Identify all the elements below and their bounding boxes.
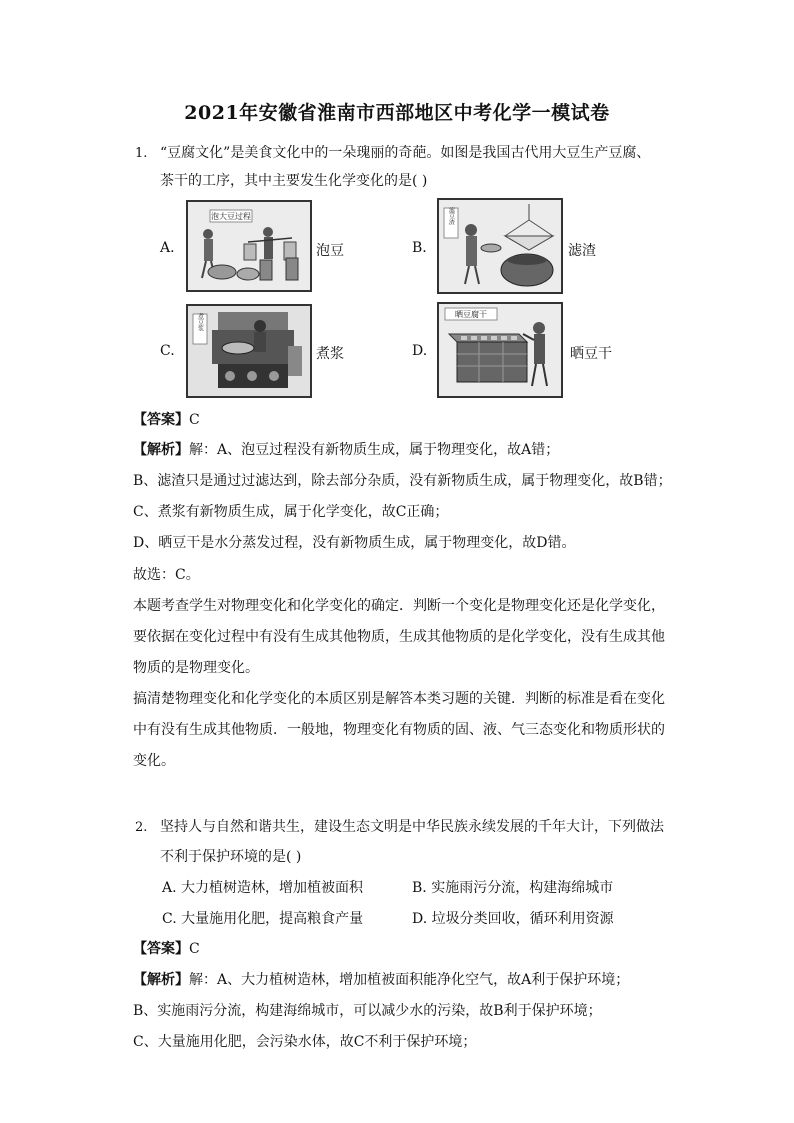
- option-b-caption: 滤渣: [568, 243, 596, 259]
- analysis-text: 解：A、泡豆过程没有新物质生成，属于物理变化，故A错；: [189, 442, 560, 458]
- option-d-label: D.: [412, 343, 428, 359]
- question-1-number: 1.: [135, 146, 148, 161]
- answer-value: C: [189, 941, 200, 957]
- question-1-analysis-line: 物质的是物理变化。: [133, 660, 259, 676]
- question-1-analysis-line: 要依据在变化过程中有没有生成其他物质，生成其他物质的是化学变化，没有生成其他: [133, 629, 665, 645]
- option-d-caption: 晒豆干: [570, 346, 612, 362]
- drying-tofu-illustration: [439, 304, 561, 396]
- option-b-image: [437, 198, 563, 294]
- option-c-caption: 煮浆: [316, 346, 344, 362]
- question-1-analysis-line: D、晒豆干是水分蒸发过程，没有新物质生成，属于物理变化，故D错。: [133, 535, 576, 551]
- question-1-analysis-line: B、滤渣只是通过过滤达到，除去部分杂质，没有新物质生成，属于物理变化，故B错；: [133, 473, 672, 489]
- question-1-analysis-line: 故选：C。: [133, 567, 200, 583]
- soaking-beans-illustration: [188, 202, 310, 290]
- question-2-analysis-line: B、实施雨污分流，构建海绵城市，可以减少水的污染，故B利于保护环境；: [133, 1003, 602, 1019]
- question-2-option-c: C. 大量施用化肥，提高粮食产量: [162, 911, 364, 927]
- option-a-image-label: 泡大豆过程: [211, 212, 251, 221]
- option-c-label: C.: [160, 343, 175, 359]
- option-a-caption: 泡豆: [316, 243, 344, 259]
- question-1-stem-line2: 茶干的工序，其中主要发生化学变化的是( ): [160, 173, 428, 189]
- answer-value: C: [189, 412, 200, 428]
- option-a-label: A.: [160, 240, 175, 256]
- analysis-text: 解：A、大力植树造林，增加植被面积能净化空气，故A利于保护环境；: [189, 972, 630, 988]
- question-1-analysis-line: 变化。: [133, 753, 175, 769]
- question-2-option-a: A. 大力植树造林，增加植被面积: [162, 880, 364, 896]
- question-2-stem-line2: 不利于保护环境的是( ): [160, 849, 302, 865]
- option-b-image-label: 滤豆渣: [447, 207, 455, 225]
- question-2-option-b: B. 实施雨污分流，构建海绵城市: [412, 880, 614, 896]
- question-1-analysis-line: C、煮浆有新物质生成，属于化学变化，故C正确；: [133, 504, 449, 520]
- answer-tag: 【答案】: [133, 412, 189, 428]
- question-2-number: 2.: [135, 820, 148, 835]
- question-2-answer: [133, 940, 200, 958]
- question-1-answer: [133, 411, 200, 429]
- question-2-stem-line1: 坚持人与自然和谐共生，建设生态文明是中华民族永续发展的千年大计，下列做法: [160, 819, 664, 835]
- question-2-analysis-line: C、大量施用化肥，会污染水体，故C不利于保护环境；: [133, 1034, 477, 1050]
- answer-tag: 【答案】: [133, 941, 189, 957]
- question-1-analysis-line: 本题考查学生对物理变化和化学变化的确定．判断一个变化是物理变化还是化学变化，: [133, 598, 665, 614]
- page-title: 2021年安徽省淮南市西部地区中考化学一模试卷: [184, 102, 610, 124]
- option-c-image: [186, 304, 312, 398]
- option-c-image-label: 煮豆浆: [196, 313, 204, 331]
- boiling-soymilk-illustration: [188, 306, 310, 396]
- option-d-image-label: 晒豆腐干: [455, 310, 487, 319]
- option-a-image: [186, 200, 312, 292]
- option-d-image: [437, 302, 563, 398]
- question-2-option-d: D. 垃圾分类回收，循环利用资源: [412, 911, 614, 927]
- analysis-tag: 【解析】: [133, 442, 189, 458]
- option-b-label: B.: [412, 240, 427, 256]
- question-1-analysis-line: 搞清楚物理变化和化学变化的本质区别是解答本类习题的关键．判断的标准是看在变化: [133, 691, 665, 707]
- question-1-analysis-line: [133, 441, 559, 459]
- question-1-stem-line1: “豆腐文化”是美食文化中的一朵瑰丽的奇葩。如图是我国古代用大豆生产豆腐、: [160, 145, 651, 161]
- filtering-residue-illustration: [439, 200, 561, 292]
- question-1-analysis-line: 中有没有生成其他物质．一般地，物理变化有物质的固、液、气三态变化和物质形状的: [133, 722, 665, 738]
- question-2-analysis-line: [133, 971, 629, 989]
- analysis-tag: 【解析】: [133, 972, 189, 988]
